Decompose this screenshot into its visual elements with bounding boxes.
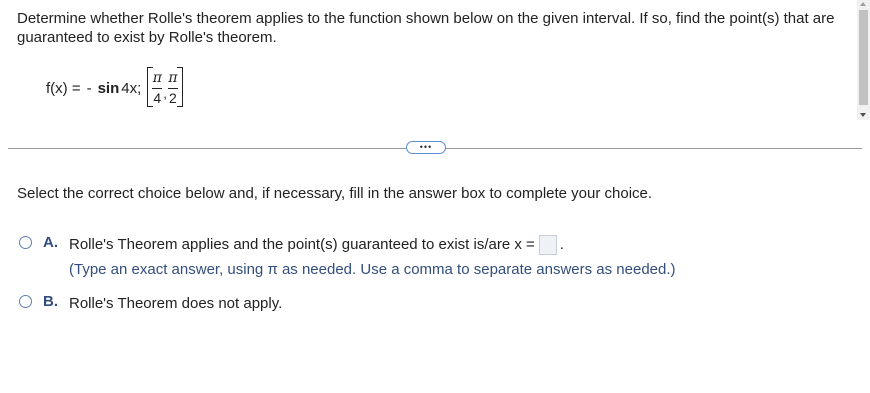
scroll-up-icon[interactable] [860,2,866,6]
fraction-bar [152,88,162,89]
interval-left-fraction [152,70,162,107]
right-bracket [177,67,183,107]
interval-comma: , [163,86,167,101]
function-sign: - [86,79,92,97]
fraction-denominator: 4 [153,89,162,106]
radio-button-b[interactable] [19,295,32,308]
fraction-numerator: π [168,69,178,86]
choice-a-content [69,234,676,280]
instructions-text: Select the correct choice below and, if necessary, fill in the answer box to complete your choice. [17,185,653,202]
interval [147,65,183,111]
function-name: sin [97,79,120,97]
function-lhs: f(x) = [46,79,81,97]
function-expression [46,63,183,113]
left-bracket [147,67,153,107]
expand-more-button[interactable]: ••• [406,141,446,154]
choice-a-suffix: . [559,236,564,253]
choice-b[interactable] [19,293,282,314]
answer-input-box[interactable] [539,235,557,255]
scrollbar-thumb[interactable] [859,10,868,105]
choice-a-hint: (Type an exact answer, using π as needed. Use a comma to separate answers as needed.) [69,261,676,278]
choice-letter: A. [43,234,58,251]
choice-letter: B. [43,293,58,310]
fraction-numerator: π [152,69,162,86]
choice-a-line [69,234,676,255]
function-argument: 4x; [121,79,142,97]
choice-b-text: Rolle's Theorem does not apply. [69,295,283,312]
fraction-denominator: 2 [169,89,177,106]
radio-button-a[interactable] [19,236,32,249]
vertical-scrollbar[interactable] [857,0,870,120]
question-text: Determine whether Rolle's theorem applies to the function shown below on the given interval. If so, find the point(s) that are guaranteed to exist by Rolle's theorem. [17,10,835,46]
scroll-down-icon[interactable] [860,113,866,117]
choice-a-text: Rolle's Theorem applies and the point(s) guaranteed to exist is/are x = [69,236,535,253]
choice-a[interactable] [19,234,676,280]
